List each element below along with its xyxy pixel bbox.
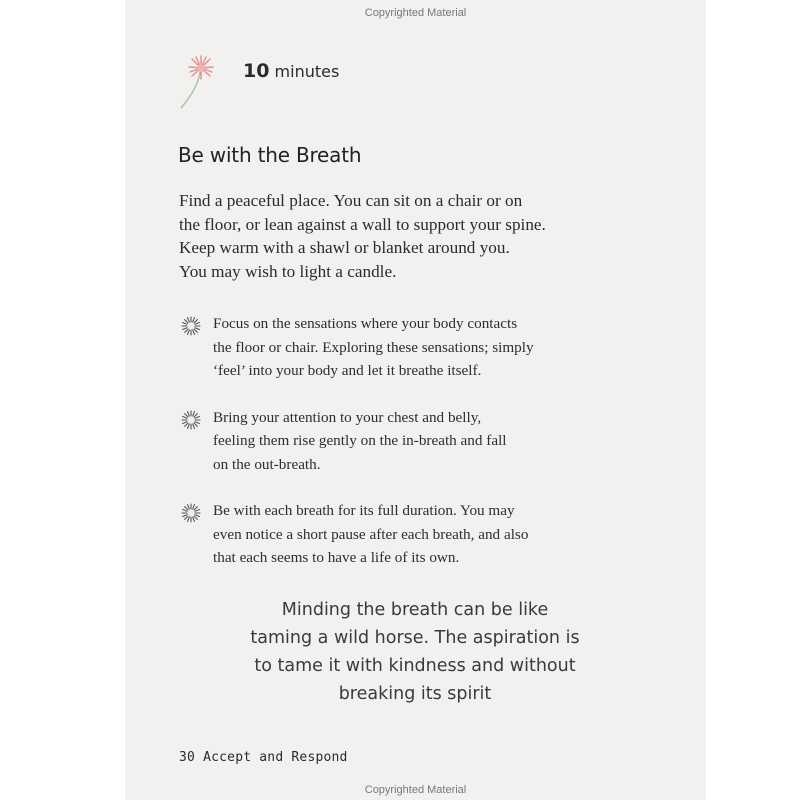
quote-line: to tame it with kindness and without — [254, 656, 576, 676]
quote-line: taming a wild horse. The aspiration is — [250, 628, 580, 648]
intro-paragraph — [179, 189, 649, 283]
intro-line: Find a peaceful place. You can sit on a chair or on — [179, 191, 523, 210]
quote-line: Minding the breath can be like — [281, 600, 549, 620]
sunburst-icon — [180, 409, 202, 431]
sunburst-icon — [180, 315, 202, 337]
instruction-line: on the out-breath. — [213, 455, 321, 473]
intro-line: You may wish to light a candle. — [179, 261, 397, 281]
quote-line: breaking its spirit — [338, 684, 492, 704]
page-footer — [179, 750, 348, 765]
flower-icon — [175, 52, 225, 114]
duration-unit: minutes — [274, 62, 340, 81]
section-title: Be with the Breath — [178, 143, 362, 167]
instruction-line: ‘feel’ into your body and let it breathe itself. — [213, 362, 482, 379]
watermark-top: Copyrighted Material — [364, 7, 467, 19]
instruction-list — [178, 312, 648, 593]
page-number: 30 — [179, 750, 196, 765]
instruction-item — [178, 406, 648, 477]
duration-label — [243, 60, 339, 82]
instruction-item — [178, 499, 648, 570]
duration-number: 10 — [243, 60, 270, 82]
intro-line: the floor, or lean against a wall to support your spine. — [179, 214, 546, 234]
instruction-line: Focus on the sensations where your body contacts — [213, 315, 518, 332]
instruction-line: that each seems to have a life of its own. — [213, 549, 460, 566]
instruction-item — [178, 312, 648, 383]
instruction-line: feeling them rise gently on the in-breath and fall — [213, 432, 507, 449]
instruction-line: even notice a short pause after each breath, and also — [213, 525, 529, 543]
watermark-bottom: Copyrighted Material — [364, 784, 467, 796]
pull-quote — [175, 596, 655, 708]
instruction-line: the floor or chair. Exploring these sensations; simply — [213, 338, 534, 356]
instruction-line: Bring your attention to your chest and belly, — [213, 408, 482, 426]
book-page — [125, 0, 706, 800]
intro-line: Keep warm with a shawl or blanket around you. — [179, 238, 510, 257]
sunburst-icon — [180, 502, 202, 524]
instruction-line: Be with each breath for its full duration. You may — [213, 502, 515, 519]
footer-section-name: Accept and Respond — [203, 750, 348, 765]
